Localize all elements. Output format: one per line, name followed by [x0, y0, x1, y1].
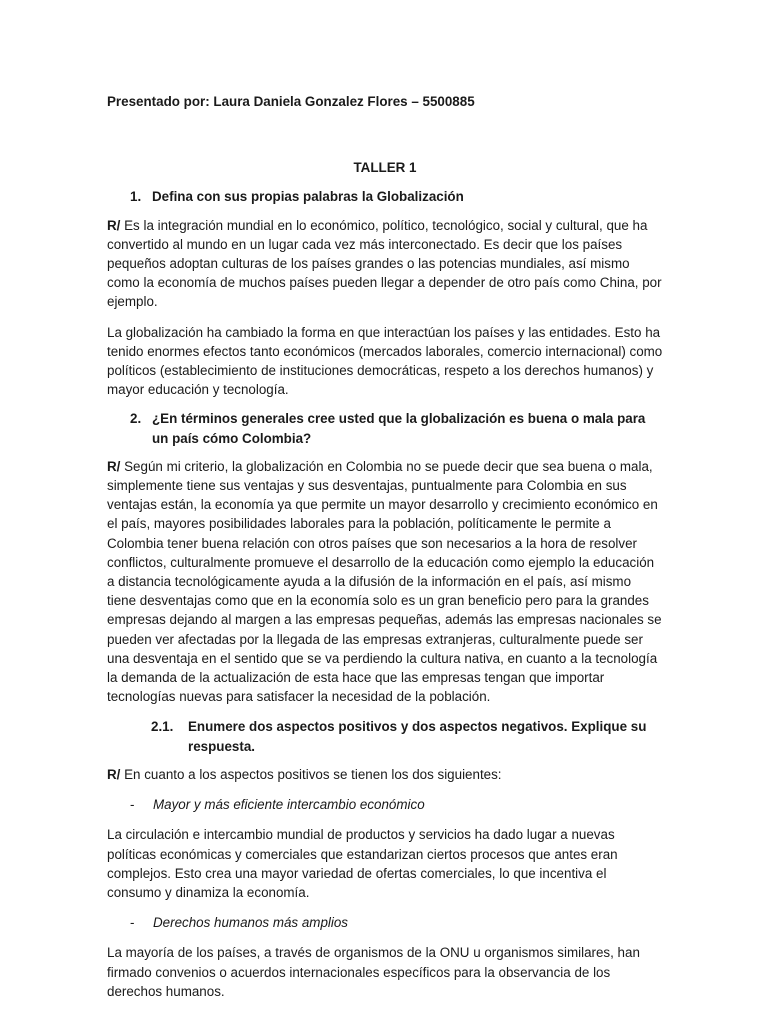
bullet-item-1 — [107, 795, 663, 814]
question-1-number: 1. — [130, 189, 142, 205]
answer-1-prefix: R/ — [107, 217, 121, 233]
bullet-dash: - — [130, 915, 135, 931]
answer-2-1-text: En cuanto a los aspectos positivos se tienen los dos siguientes: — [120, 766, 502, 782]
answer-2 — [107, 457, 663, 707]
question-2-1-number: 2.1. — [151, 719, 174, 735]
document-page — [107, 92, 663, 1001]
question-2 — [107, 409, 663, 447]
answer-1-paragraph-2: La globalización ha cambiado la forma en que interactúan los países y las entidades. Esto ha tenido enormes efectos tanto económicos (mercados laborales, comercio internacional) como políticos (establecimiento de instituciones democráticas, respeto a los derechos humanos) y mayor educación y tecnología. — [107, 324, 663, 398]
bullet-item-2-text: Derechos humanos más amplios — [153, 915, 348, 931]
document-title: TALLER 1 — [353, 160, 417, 176]
answer-1 — [107, 216, 663, 312]
question-2-1 — [107, 717, 663, 755]
answer-2-1 — [107, 765, 663, 784]
bullet-dash: - — [130, 797, 135, 813]
question-1-text: Defina con sus propias palabras la Globalización — [152, 189, 464, 205]
question-2-number: 2. — [130, 411, 142, 427]
bullet-1-paragraph: La circulación e intercambio mundial de productos y servicios ha dado lugar a nuevas políticas económicas y comerciales que estandarizan ciertos procesos que antes eran complejos. Esto crea una mayor variedad de ofertas comerciales, lo que incentiva el consumo y dinamiza la economía. — [107, 827, 618, 900]
answer-2-text: Según mi criterio, la globalización en Colombia no se puede decir que sea buena o mala, simplemente tiene sus ventajas y sus desventajas, puntualmente para Colombia en sus ventajas están, la economía ya que permite un mayor desarrollo y crecimiento económico en el país, mayores posibilidades laborales para la población, políticamente le permite a Colombia tener buena relación con otros países que son necesarios a la hora de resolver conflictos, culturalmente promueve el desarrollo de la educación como ejemplo la educación a distancia tecnológicamente ayuda a la difusión de la información en el país, así mismo tiene desventajas como que en la economía solo es un gran beneficio pero para la grandes empresas dejando al margen a las empresas pequeñas, además las empresas nacionales se pueden ver afectadas por la llegada de las empresas extranjeras, culturalmente puede ser una desventaja en el sentido que se va perdiendo la cultura nativa, en cuanto a la tecnología la demanda de la actualización de esta hace que las empresas tengan que importar tecnologías nuevas para satisfacer la necesidad de la población. — [107, 458, 662, 705]
answer-1-text: Es la integración mundial en lo económico, político, tecnológico, social y cultural, que ha convertido al mundo en un lugar cada vez más interconectado. Es decir que los países pequeños adoptan culturas de los países grandes o las potencias mundiales, así mismo como la economía de muchos países pueden llegar a depender de otro país como China, por ejemplo. — [107, 217, 662, 310]
answer-2-prefix: R/ — [107, 458, 121, 474]
bullet-2-paragraph: La mayoría de los países, a través de organismos de la ONU u organismos similares, han firmado convenios o acuerdos internacionales específicos para la observancia de los derechos humanos. — [107, 945, 640, 999]
bullet-item-1-text: Mayor y más eficiente intercambio económico — [153, 797, 425, 813]
bullet-item-2 — [107, 913, 663, 932]
question-2-text: ¿En términos generales cree usted que la globalización es buena o mala para un país cómo Colombia? — [152, 411, 646, 446]
author-line: Presentado por: Laura Daniela Gonzalez Flores – 5500885 — [107, 94, 475, 109]
question-1 — [107, 187, 663, 206]
question-2-1-text: Enumere dos aspectos positivos y dos aspectos negativos. Explique su respuesta. — [188, 719, 647, 754]
answer-2-1-prefix: R/ — [107, 766, 121, 782]
